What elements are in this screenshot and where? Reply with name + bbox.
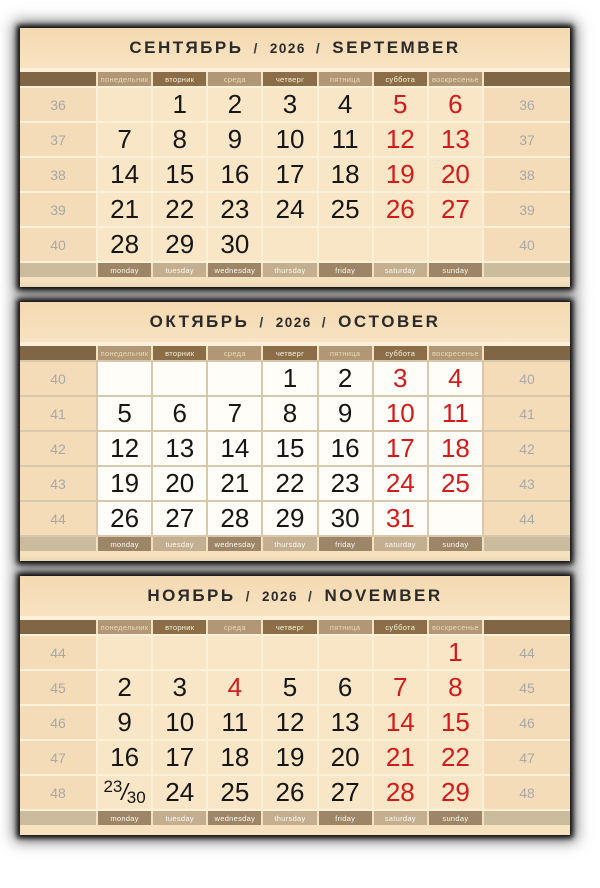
day-cell: 6 — [429, 88, 482, 121]
week-number: 44 — [20, 502, 96, 535]
day-cell: 20 — [429, 158, 482, 191]
month-header — [20, 302, 570, 342]
bar-cap — [20, 72, 96, 86]
day-cell: 27 — [319, 776, 372, 809]
weekday-label: thursday — [263, 263, 316, 277]
day-cell: 16 — [319, 432, 372, 465]
day-cell: 22 — [429, 741, 482, 774]
bar-cap — [20, 811, 96, 825]
day-cell: 9 — [208, 123, 261, 156]
weekday-label: четверг — [263, 346, 316, 360]
day-cell: 15 — [263, 432, 316, 465]
weekday-label: пятница — [319, 620, 372, 634]
card-bottom-strip — [20, 551, 570, 561]
week-number: 45 — [20, 671, 96, 704]
weekday-label: среда — [208, 620, 261, 634]
week-number: 39 — [20, 193, 96, 226]
week-number: 46 — [484, 706, 570, 739]
day-cell: 28 — [208, 502, 261, 535]
weekday-bar-russian — [20, 620, 570, 634]
day-cell: 18 — [319, 158, 372, 191]
day-cell-combined — [98, 776, 151, 809]
day-cell: 17 — [374, 432, 427, 465]
day-cell: 24 — [374, 467, 427, 500]
day-cell-empty — [98, 88, 151, 121]
day-cell: 20 — [319, 741, 372, 774]
day-cell: 29 — [263, 502, 316, 535]
month-title — [147, 586, 442, 606]
weekday-label: суббота — [374, 346, 427, 360]
combined-day-slash: / — [121, 779, 128, 805]
day-cell: 13 — [429, 123, 482, 156]
title-separator: / — [315, 40, 323, 56]
week-number: 38 — [484, 158, 570, 191]
day-cell: 18 — [208, 741, 261, 774]
month-card-september — [20, 28, 570, 287]
weekday-label: friday — [319, 811, 372, 825]
day-cell: 5 — [98, 397, 151, 430]
day-cell-empty — [374, 228, 427, 261]
weekday-label: пятница — [319, 72, 372, 86]
day-cell-empty — [208, 636, 261, 669]
day-cell: 8 — [153, 123, 206, 156]
day-cell: 21 — [208, 467, 261, 500]
day-cell: 17 — [153, 741, 206, 774]
day-cell: 28 — [374, 776, 427, 809]
day-cell: 31 — [374, 502, 427, 535]
day-cell: 26 — [374, 193, 427, 226]
day-cell: 17 — [263, 158, 316, 191]
week-number: 44 — [20, 636, 96, 669]
day-cell: 3 — [153, 671, 206, 704]
day-cell: 1 — [429, 636, 482, 669]
day-cell: 9 — [319, 397, 372, 430]
day-cell: 13 — [153, 432, 206, 465]
day-cell: 11 — [319, 123, 372, 156]
card-bottom-strip — [20, 277, 570, 287]
weekday-bar-english — [20, 537, 570, 551]
day-cell: 24 — [263, 193, 316, 226]
day-cell: 3 — [263, 88, 316, 121]
week-number: 40 — [484, 362, 570, 395]
week-number: 47 — [20, 741, 96, 774]
day-cell: 18 — [429, 432, 482, 465]
weekday-label: wednesday — [208, 811, 261, 825]
day-cell: 27 — [429, 193, 482, 226]
day-cell-empty — [153, 362, 206, 395]
bar-cap — [20, 620, 96, 634]
day-cell: 7 — [374, 671, 427, 704]
week-number: 38 — [20, 158, 96, 191]
weekday-bar-english — [20, 263, 570, 277]
title-separator: / — [259, 314, 266, 330]
day-cell: 5 — [374, 88, 427, 121]
weekday-label: вторник — [153, 346, 206, 360]
day-cell: 27 — [153, 502, 206, 535]
weekday-label: четверг — [263, 620, 316, 634]
day-cell: 6 — [319, 671, 372, 704]
title-separator: / — [245, 588, 252, 604]
week-number: 40 — [484, 228, 570, 261]
weekday-label: wednesday — [208, 537, 261, 551]
month-title-ru: ОКТЯБРЬ — [149, 312, 250, 331]
weekday-label: воскресенье — [429, 72, 482, 86]
weekday-bar-russian — [20, 72, 570, 86]
day-cell: 9 — [98, 706, 151, 739]
day-cell: 10 — [263, 123, 316, 156]
day-cell-empty — [429, 502, 482, 535]
week-number: 40 — [20, 362, 96, 395]
weekday-label: понедельник — [98, 72, 151, 86]
month-grid — [20, 360, 570, 537]
weekday-label: четверг — [263, 72, 316, 86]
day-cell: 21 — [374, 741, 427, 774]
day-cell: 2 — [208, 88, 261, 121]
weekday-label: saturday — [374, 537, 427, 551]
week-number: 37 — [484, 123, 570, 156]
weekday-label: saturday — [374, 263, 427, 277]
day-cell-empty — [208, 362, 261, 395]
day-cell: 6 — [153, 397, 206, 430]
weekday-label: воскресенье — [429, 346, 482, 360]
month-card-october — [20, 302, 570, 561]
bar-cap — [484, 346, 570, 360]
week-number: 41 — [484, 397, 570, 430]
day-cell: 13 — [319, 706, 372, 739]
day-cell: 12 — [374, 123, 427, 156]
weekday-label: thursday — [263, 811, 316, 825]
week-number: 47 — [484, 741, 570, 774]
day-cell-empty — [429, 228, 482, 261]
day-cell: 15 — [429, 706, 482, 739]
day-cell-empty — [98, 636, 151, 669]
day-cell-empty — [374, 636, 427, 669]
day-cell: 7 — [208, 397, 261, 430]
weekday-label: суббота — [374, 72, 427, 86]
weekday-label: понедельник — [98, 620, 151, 634]
title-separator: / — [253, 40, 260, 56]
week-number: 36 — [20, 88, 96, 121]
weekday-label: sunday — [429, 263, 482, 277]
day-cell: 22 — [263, 467, 316, 500]
day-cell: 1 — [153, 88, 206, 121]
week-number: 42 — [484, 432, 570, 465]
week-number: 36 — [484, 88, 570, 121]
day-cell: 23 — [319, 467, 372, 500]
day-cell: 4 — [429, 362, 482, 395]
month-title — [129, 38, 460, 58]
week-number: 46 — [20, 706, 96, 739]
day-cell: 12 — [98, 432, 151, 465]
card-bottom-strip — [20, 825, 570, 835]
month-header — [20, 576, 570, 616]
day-cell-empty — [319, 636, 372, 669]
weekday-bar-russian — [20, 346, 570, 360]
day-cell: 8 — [263, 397, 316, 430]
week-number: 43 — [20, 467, 96, 500]
day-cell: 20 — [153, 467, 206, 500]
weekday-label: monday — [98, 811, 151, 825]
month-title-year: 2026 — [275, 315, 312, 330]
bar-cap — [484, 537, 570, 551]
day-cell: 24 — [153, 776, 206, 809]
week-number: 37 — [20, 123, 96, 156]
week-number: 44 — [484, 636, 570, 669]
month-title-ru: СЕНТЯБРЬ — [129, 38, 244, 57]
day-cell: 16 — [98, 741, 151, 774]
bar-cap — [20, 537, 96, 551]
day-cell: 4 — [319, 88, 372, 121]
week-number: 41 — [20, 397, 96, 430]
weekday-label: thursday — [263, 537, 316, 551]
combined-day-second: 30 — [126, 788, 146, 807]
week-number: 48 — [20, 776, 96, 809]
title-separator: / — [321, 314, 329, 330]
combined-day-first: 23 — [103, 777, 123, 796]
day-cell: 11 — [429, 397, 482, 430]
day-cell: 29 — [429, 776, 482, 809]
month-grid — [20, 86, 570, 263]
month-title-en: NOVEMBER — [324, 586, 443, 605]
day-cell: 29 — [153, 228, 206, 261]
weekday-label: пятница — [319, 346, 372, 360]
day-cell: 15 — [153, 158, 206, 191]
month-grid — [20, 634, 570, 811]
day-cell: 14 — [374, 706, 427, 739]
weekday-label: sunday — [429, 537, 482, 551]
day-cell: 19 — [98, 467, 151, 500]
weekday-label: tuesday — [153, 537, 206, 551]
day-cell: 5 — [263, 671, 316, 704]
weekday-label: среда — [208, 346, 261, 360]
weekday-label: суббота — [374, 620, 427, 634]
weekday-label: friday — [319, 263, 372, 277]
week-number: 43 — [484, 467, 570, 500]
week-number: 44 — [484, 502, 570, 535]
weekday-label: среда — [208, 72, 261, 86]
week-number: 45 — [484, 671, 570, 704]
day-cell: 8 — [429, 671, 482, 704]
weekday-label: monday — [98, 537, 151, 551]
day-cell: 30 — [319, 502, 372, 535]
day-cell: 25 — [429, 467, 482, 500]
month-title-year: 2026 — [262, 589, 299, 604]
bar-cap — [20, 263, 96, 277]
month-title — [150, 312, 441, 332]
weekday-label: tuesday — [153, 263, 206, 277]
day-cell: 1 — [263, 362, 316, 395]
weekday-label: понедельник — [98, 346, 151, 360]
day-cell: 30 — [208, 228, 261, 261]
day-cell: 25 — [208, 776, 261, 809]
weekday-label: воскресенье — [429, 620, 482, 634]
bar-cap — [484, 72, 570, 86]
day-cell: 12 — [263, 706, 316, 739]
day-cell: 28 — [98, 228, 151, 261]
day-cell-empty — [263, 636, 316, 669]
week-number: 48 — [484, 776, 570, 809]
month-title-year: 2026 — [269, 41, 306, 56]
day-cell: 21 — [98, 193, 151, 226]
day-cell: 14 — [208, 432, 261, 465]
day-cell-empty — [153, 636, 206, 669]
day-cell: 14 — [98, 158, 151, 191]
title-separator: / — [308, 588, 315, 604]
day-cell: 23 — [208, 193, 261, 226]
day-cell: 3 — [374, 362, 427, 395]
weekday-label: вторник — [153, 72, 206, 86]
day-cell: 19 — [263, 741, 316, 774]
weekday-label: вторник — [153, 620, 206, 634]
bar-cap — [484, 263, 570, 277]
day-cell: 2 — [319, 362, 372, 395]
week-number: 39 — [484, 193, 570, 226]
weekday-label: sunday — [429, 811, 482, 825]
day-cell-empty — [263, 228, 316, 261]
day-cell: 10 — [374, 397, 427, 430]
week-number: 42 — [20, 432, 96, 465]
day-cell-empty — [319, 228, 372, 261]
day-cell: 22 — [153, 193, 206, 226]
day-cell: 11 — [208, 706, 261, 739]
day-cell: 10 — [153, 706, 206, 739]
month-title-en: SEPTEMBER — [332, 38, 461, 57]
weekday-label: friday — [319, 537, 372, 551]
bar-cap — [20, 346, 96, 360]
weekday-label: saturday — [374, 811, 427, 825]
month-title-en: OCTOBER — [338, 312, 441, 331]
weekday-label: monday — [98, 263, 151, 277]
weekday-label: tuesday — [153, 811, 206, 825]
weekday-bar-english — [20, 811, 570, 825]
day-cell: 7 — [98, 123, 151, 156]
month-card-november — [20, 576, 570, 835]
day-cell: 16 — [208, 158, 261, 191]
weekday-label: wednesday — [208, 263, 261, 277]
day-cell: 25 — [319, 193, 372, 226]
week-number: 40 — [20, 228, 96, 261]
day-cell: 26 — [263, 776, 316, 809]
month-title-ru: НОЯБРЬ — [147, 586, 236, 605]
day-cell: 2 — [98, 671, 151, 704]
day-cell-empty — [98, 362, 151, 395]
bar-cap — [484, 620, 570, 634]
day-cell: 26 — [98, 502, 151, 535]
bar-cap — [484, 811, 570, 825]
day-cell: 4 — [208, 671, 261, 704]
month-header — [20, 28, 570, 68]
day-cell: 19 — [374, 158, 427, 191]
